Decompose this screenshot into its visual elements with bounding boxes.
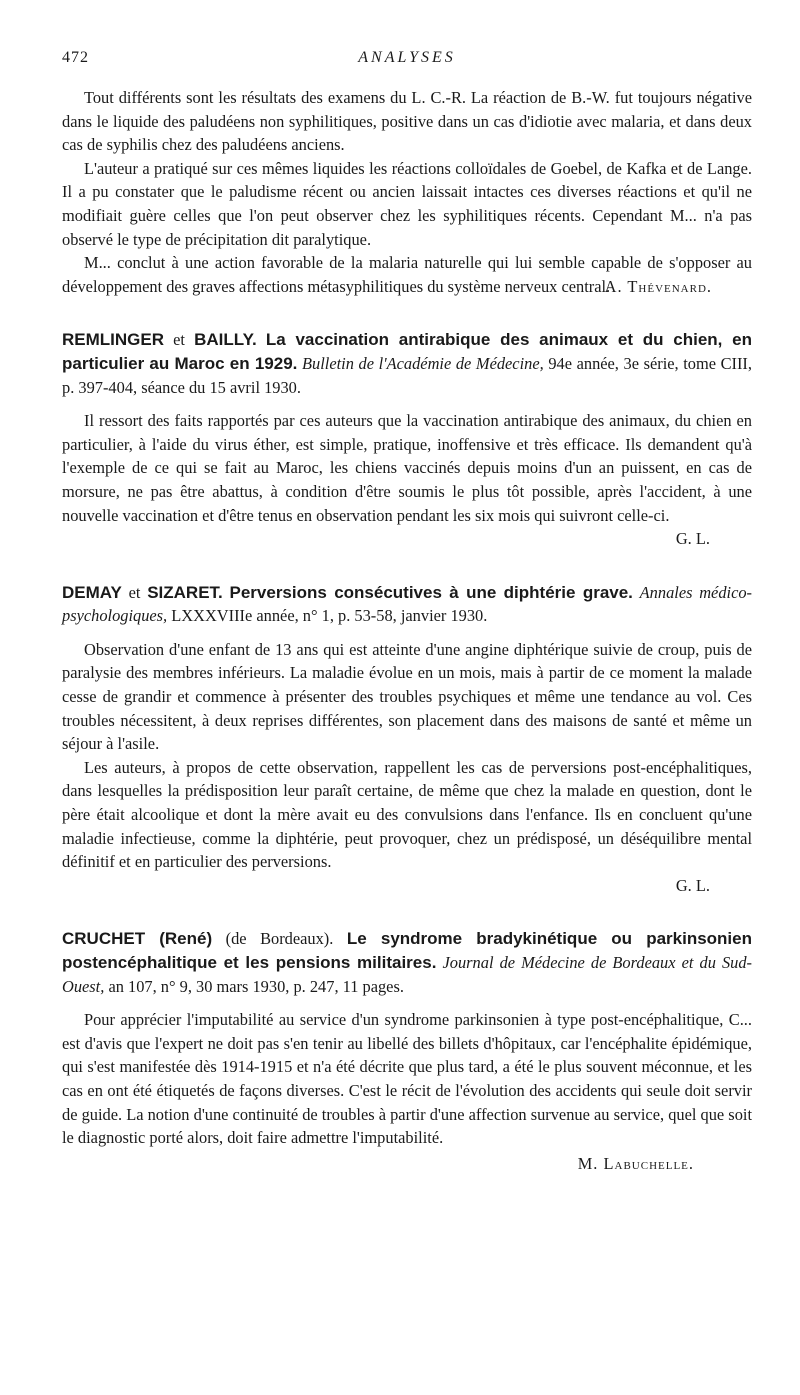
review-entry bbox=[62, 328, 752, 550]
source-details: LXXXVIIIe année, n° 1, p. 53-58, janvier 1930. bbox=[171, 606, 488, 626]
entry-title: Le syndrome bradykinétique ou parkinsonien postencéphalitique et les pensions militaires. bbox=[62, 929, 752, 972]
author: CRUCHET (René) bbox=[62, 929, 213, 949]
source-journal: Annales médico-psychologiques, bbox=[62, 582, 753, 626]
review-signature: A. Thévenard. bbox=[604, 276, 712, 296]
paragraph: Les auteurs, à propos de cette observation, rappellent les cas de perversions post-encéphalitiques, dans lesquelles la prédisposition leur paraît certaine, de même que chez la malade en question, dont le père était alcoolique et dont la mère avait eu des convulsions dans l'enfance. Ils en concluent qu'une maladie infectieuse, comme la diphtérie, peut provoquer, chez un prédisposé, un déséquilibre mental définitif et en particulier des perversions. bbox=[62, 757, 752, 872]
review-signature: G. L. bbox=[675, 875, 710, 895]
paragraph: Pour apprécier l'imputabilité au service d'un syndrome parkinsonien à type post-encéphalitique, C... est d'avis que l'expert ne doit pas s'en tenir au libellé des billets d'hôpitaux, car l'encéphalite épidémique, qui s'est manifestée dès 1914-1915 et n'a été décrite que plus tard, a été le plus souvent méconnue, et les cas en ont été étiquetés de façons diverses. C'est le récit de l'évolution des accidents qui seule doit servir de guide. La notion d'une continuité de troubles à partir d'une affection survenue au service, quel que soit le diagnostic porté alors, doit faire admettre l'imputabilité. bbox=[62, 1010, 752, 1148]
paragraph: Il ressort des faits rapportés par ces auteurs que la vaccination antirabique des animaux, du chien en particulier, à l'aide du virus éther, est simple, pratique, inoffensive et très efficace. Ils demandent qu'à l'exemple de ce qui se fait au Maroc, les chiens vaccinés depuis moins d'un an puissent, en cas de morsure, ne pas être abattus, à condition d'être soumis le plus tôt possible, après l'accident, à une nouvelle vaccination et d'être tenus en observation pendant les six mois qui suivront celle-ci. bbox=[62, 411, 752, 525]
page-header bbox=[62, 46, 752, 70]
paragraph: L'auteur a pratiqué sur ces mêmes liquides les réactions colloïdales de Goebel, de Kafka et de Lange. Il a pu constater que le paludisme récent ou ancien laissait intactes ces diverses réactions et qu'il ne modifiait guère celles que l'on peut observer chez les syphilitiques récents. Cependant M... n'a pas observé le type de précipitation dit paralytique. bbox=[62, 158, 752, 249]
review-entry bbox=[62, 927, 752, 1175]
paragraph: M... conclut à une action favorable de la malaria naturelle qui lui semble capable de s'opposer au développement des graves affections métasyphilitiques du système nerveux central. bbox=[62, 253, 752, 296]
entry-heading: DEMAY et SIZARET. Perversions consécutives à une diphtérie grave. Annales médico-psychologiques, LXXXVIIIe année, n° 1, p. 53-58, janvier 1930. bbox=[62, 582, 753, 626]
source-details: 94e année, 3e série, tome CIII, p. 397-404, séance du 15 avril 1930. bbox=[62, 353, 752, 397]
author: BAILLY. bbox=[194, 330, 257, 350]
review-signature: M. Labuchelle. bbox=[577, 1153, 694, 1173]
review-entry bbox=[62, 581, 752, 898]
author: SIZARET. bbox=[147, 582, 223, 602]
source-journal: Bulletin de l'Académie de Médecine, bbox=[302, 353, 544, 373]
continued-review bbox=[62, 86, 752, 298]
page-content bbox=[62, 86, 752, 1175]
paragraph: Observation d'une enfant de 13 ans qui est atteinte d'une angine diphtérique suivie de croup, puis de paralysie des membres inférieurs. La maladie évolue en un mois, mais à partir de ce moment la malade cesse de grandir et commence à présenter des troubles psychiques et même une tendance au vol. Ces troubles nécessitent, à deux reprises différentes, son placement dans des maisons de santé et même un séjour à l'asile. bbox=[62, 639, 752, 754]
entry-title: La vaccination antirabique des animaux et du chien, en particulier au Maroc en 1929. bbox=[62, 330, 752, 373]
page-number: 472 bbox=[62, 49, 89, 66]
running-title: ANALYSES bbox=[358, 49, 456, 66]
paragraph: Tout différents sont les résultats des examens du L. C.-R. La réaction de B.-W. fut toujours négative dans le liquide des paludéens non syphilitiques, positive dans un cas d'idiotie avec malaria, et dans deux cas de syphilis chez des paludéens anciens. bbox=[62, 88, 752, 155]
entry-heading: REMLINGER et BAILLY. La vaccination antirabique des animaux et du chien, en particulier au Maroc en 1929. Bulletin de l'Académie de Médecine, 94e année, 3e série, tome CIII, p. 397-404, séance du 15 avril 1930. bbox=[62, 330, 752, 397]
entry-title: Perversions consécutives à une diphtérie grave. bbox=[229, 582, 633, 602]
author: REMLINGER bbox=[62, 330, 164, 350]
entry-heading: CRUCHET (René) (de Bordeaux). Le syndrome bradykinétique ou parkinsonien postencéphalitique et les pensions militaires. Journal de Médecine de Bordeaux et du Sud-Ouest, an 107, n° 9, 30 mars 1930, p. 247, 11 pages. bbox=[62, 929, 753, 996]
source-journal: Journal de Médecine de Bordeaux et du Sud-Ouest, bbox=[62, 953, 753, 996]
source-details: an 107, n° 9, 30 mars 1930, p. 247, 11 pages. bbox=[108, 976, 404, 996]
author: DEMAY bbox=[62, 582, 122, 602]
review-signature: G. L. bbox=[675, 529, 710, 549]
